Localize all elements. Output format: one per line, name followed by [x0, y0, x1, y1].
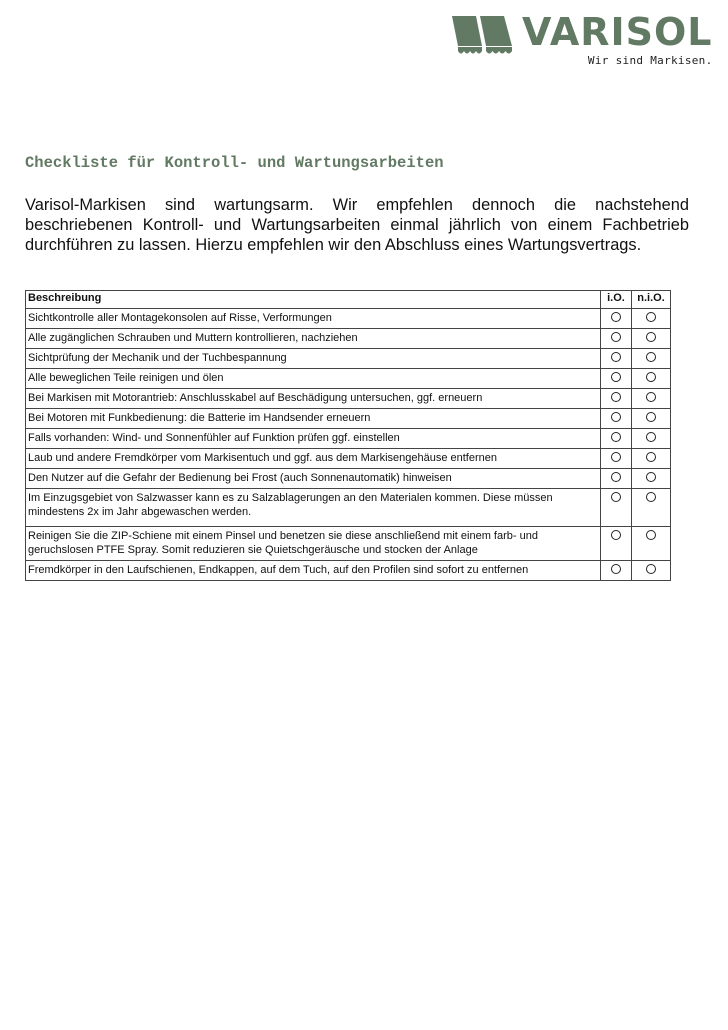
- table-row: [26, 329, 671, 349]
- io-checkbox-circle[interactable]: [611, 312, 621, 322]
- row-description: Im Einzugsgebiet von Salzwasser kann es zu Salzablagerungen an den Materialen kommen. Diese müssen mindestens 2x im Jahr abgewaschen werden.: [26, 489, 601, 527]
- varisol-logo: [452, 12, 712, 67]
- brand-tagline: Wir sind Markisen.: [587, 54, 713, 67]
- nio-checkbox-circle[interactable]: [646, 530, 656, 540]
- nio-cell: [632, 527, 671, 561]
- io-cell: [601, 329, 632, 349]
- row-description: Sichtkontrolle aller Montagekonsolen auf Risse, Verformungen: [26, 309, 601, 329]
- nio-cell: [632, 329, 671, 349]
- row-description: Reinigen Sie die ZIP-Schiene mit einem Pinsel und benetzen sie diese anschließend mit einem farb- und geruchslosen PTFE Spray. Somit reduzieren sie Quietschgeräusche und stocken der Anlage: [26, 527, 601, 561]
- row-description: Sichtprüfung der Mechanik und der Tuchbespannung: [26, 349, 601, 369]
- io-cell: [601, 527, 632, 561]
- table-row: [26, 309, 671, 329]
- io-cell: [601, 349, 632, 369]
- io-checkbox-circle[interactable]: [611, 372, 621, 382]
- io-cell: [601, 389, 632, 409]
- row-description: Laub und andere Fremdkörper vom Markisentuch und ggf. aus dem Markisengehäuse entfernen: [26, 449, 601, 469]
- io-cell: [601, 429, 632, 449]
- table-row: [26, 409, 671, 429]
- awning-logo-icon: [452, 16, 516, 56]
- nio-cell: [632, 369, 671, 389]
- nio-checkbox-circle[interactable]: [646, 412, 656, 422]
- nio-checkbox-circle[interactable]: [646, 392, 656, 402]
- nio-cell: [632, 389, 671, 409]
- nio-checkbox-circle[interactable]: [646, 492, 656, 502]
- page-title: Checkliste für Kontroll- und Wartungsarbeiten: [25, 154, 444, 172]
- table-row: [26, 561, 671, 581]
- io-checkbox-circle[interactable]: [611, 432, 621, 442]
- nio-cell: [632, 489, 671, 527]
- io-checkbox-circle[interactable]: [611, 452, 621, 462]
- brand-text: [522, 12, 713, 67]
- nio-cell: [632, 469, 671, 489]
- nio-checkbox-circle[interactable]: [646, 332, 656, 342]
- io-cell: [601, 309, 632, 329]
- row-description: Bei Markisen mit Motorantrieb: Anschlusskabel auf Beschädigung untersuchen, ggf. erneuern: [26, 389, 601, 409]
- intro-paragraph: Varisol-Markisen sind wartungsarm. Wir empfehlen dennoch die nachstehend beschriebenen Kontroll- und Wartungsarbeiten einmal jährlich von einem Fachbetrieb durchführen zu lassen. Hierzu empfehlen wir den Abschluss eines Wartungsvertrags.: [25, 196, 689, 254]
- nio-cell: [632, 409, 671, 429]
- nio-checkbox-circle[interactable]: [646, 372, 656, 382]
- io-cell: [601, 561, 632, 581]
- nio-cell: [632, 429, 671, 449]
- io-checkbox-circle[interactable]: [611, 564, 621, 574]
- nio-checkbox-circle[interactable]: [646, 564, 656, 574]
- header-nio: n.i.O.: [632, 291, 671, 309]
- row-description: Bei Motoren mit Funkbedienung: die Batterie im Handsender erneuern: [26, 409, 601, 429]
- io-checkbox-circle[interactable]: [611, 492, 621, 502]
- table-row: [26, 389, 671, 409]
- nio-checkbox-circle[interactable]: [646, 352, 656, 362]
- io-cell: [601, 409, 632, 429]
- row-description: Alle zugänglichen Schrauben und Muttern kontrollieren, nachziehen: [26, 329, 601, 349]
- table-row: [26, 349, 671, 369]
- io-cell: [601, 369, 632, 389]
- row-description: Alle beweglichen Teile reinigen und ölen: [26, 369, 601, 389]
- nio-checkbox-circle[interactable]: [646, 472, 656, 482]
- io-checkbox-circle[interactable]: [611, 332, 621, 342]
- io-cell: [601, 489, 632, 527]
- io-checkbox-circle[interactable]: [611, 472, 621, 482]
- brand-name: VARISOL: [522, 10, 713, 54]
- table-row: [26, 369, 671, 389]
- io-cell: [601, 449, 632, 469]
- io-cell: [601, 469, 632, 489]
- io-checkbox-circle[interactable]: [611, 412, 621, 422]
- table-row: [26, 449, 671, 469]
- table-row: [26, 469, 671, 489]
- nio-checkbox-circle[interactable]: [646, 432, 656, 442]
- table-row: [26, 527, 671, 561]
- io-checkbox-circle[interactable]: [611, 530, 621, 540]
- header-io: i.O.: [601, 291, 632, 309]
- checklist-table: [25, 290, 671, 581]
- nio-cell: [632, 309, 671, 329]
- row-description: Fremdkörper in den Laufschienen, Endkappen, auf dem Tuch, auf den Profilen sind sofort zu entfernen: [26, 561, 601, 581]
- io-checkbox-circle[interactable]: [611, 352, 621, 362]
- checklist-body: [26, 309, 671, 581]
- nio-checkbox-circle[interactable]: [646, 452, 656, 462]
- header-description: Beschreibung: [26, 291, 601, 309]
- nio-checkbox-circle[interactable]: [646, 312, 656, 322]
- nio-cell: [632, 349, 671, 369]
- nio-cell: [632, 561, 671, 581]
- table-header-row: [26, 291, 671, 309]
- nio-cell: [632, 449, 671, 469]
- row-description: Den Nutzer auf die Gefahr der Bedienung bei Frost (auch Sonnenautomatik) hinweisen: [26, 469, 601, 489]
- table-row: [26, 489, 671, 527]
- row-description: Falls vorhanden: Wind- und Sonnenfühler auf Funktion prüfen ggf. einstellen: [26, 429, 601, 449]
- io-checkbox-circle[interactable]: [611, 392, 621, 402]
- table-row: [26, 429, 671, 449]
